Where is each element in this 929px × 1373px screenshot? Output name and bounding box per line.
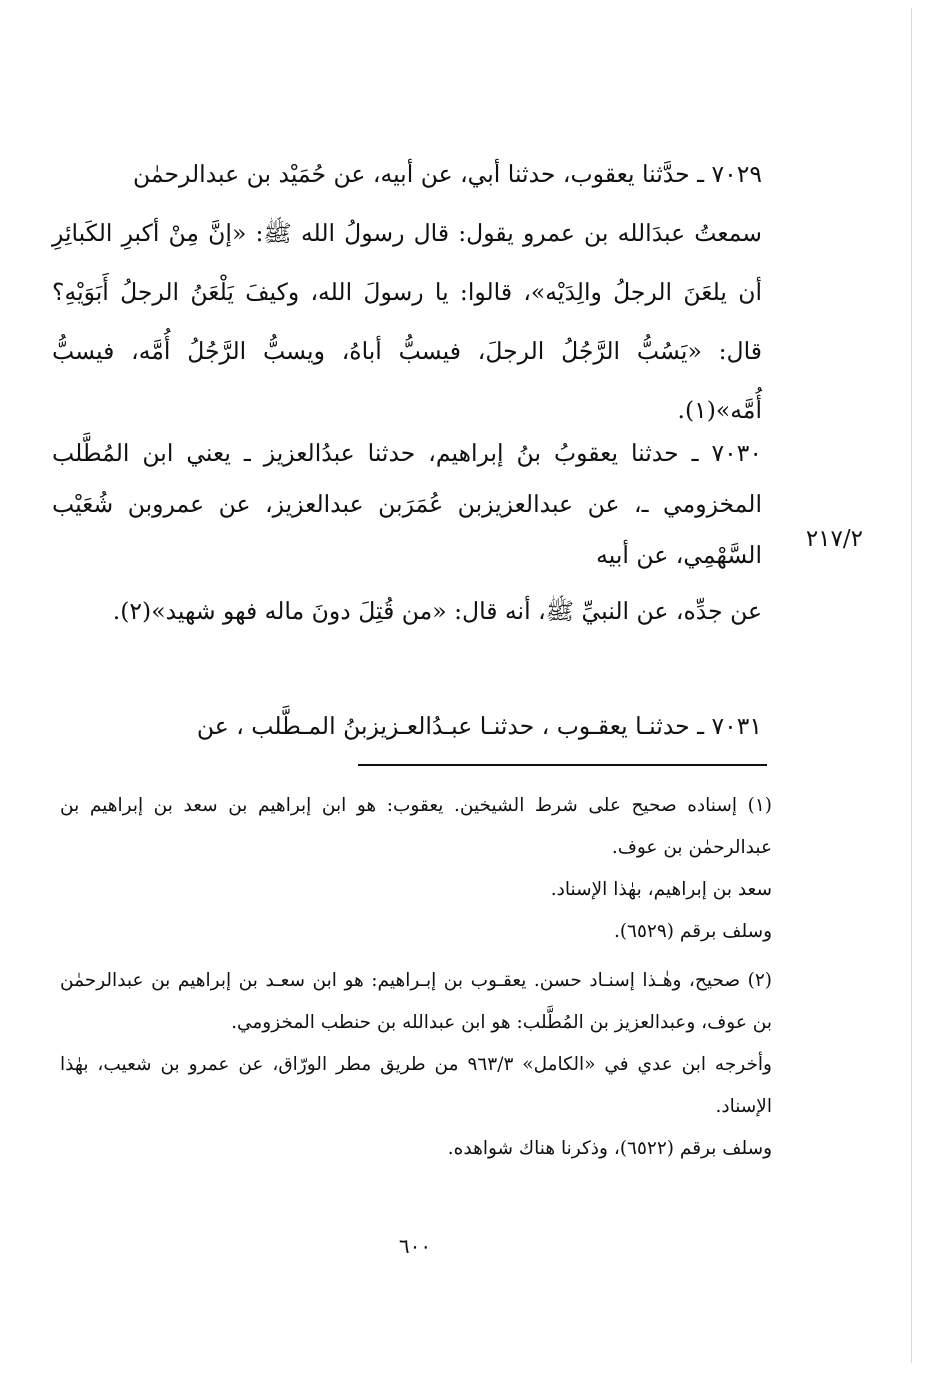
footnote-2 — [60, 960, 772, 1170]
hadith-7031-text: ٧٠٣١ ـ حدثنـا يعقـوب ، حدثنـا عبـدُالعـزيزبنُ المـطَّلب ، عن — [196, 712, 762, 740]
hadith-7029 — [44, 145, 762, 440]
hadith-7030 — [44, 428, 762, 581]
hadith-7031 — [52, 698, 762, 754]
margin-reference: ٢١٧/٢ — [805, 526, 863, 552]
footnote-2-line-3: وسلف برقم (٦٥٢٢)، وذكرنا هناك شواهده. — [447, 1138, 772, 1159]
footnote-separator — [358, 764, 767, 766]
footnote-1-line-1: (١) إسناده صحيح على شرط الشيخين. يعقوب: هو ابن إبراهيم بن سعد بن إبراهيم بن عبدالرحمٰن بن عوف. — [60, 795, 772, 858]
page-edge-line — [911, 8, 912, 1363]
footnote-2-line-1: (٢) صحيح، وهٰـذا إسنـاد حسن. يعقـوب بن إبـراهيم: هو ابن سعـد بن إبراهيم بن عبدالرحمٰن بن عوف، وعبدالعزيز بن المُطَّلب: هو ابن عبدالله بن حنطب المخزومي. — [60, 970, 772, 1033]
footnote-1-line-2: سعد بن إبراهيم، بهٰذا الإسناد. — [550, 879, 772, 900]
hadith-7030-text: عن جدِّه، عن النبيِّ ﷺ، أنه قال: «من قُتِلَ دونَ ماله فهو شهيد»(٢). — [112, 597, 762, 625]
hadith-7030-continued — [52, 585, 762, 637]
footnote-1-line-3: وسلف برقم (٦٥٢٩). — [613, 921, 772, 942]
hadith-7029-text: سمعتُ عبدَالله بن عمرو يقول: قال رسولُ الله ﷺ: «إنَّ مِنْ أكبرِ الكَبائِرِ أن يلعَنَ الرجلُ والِدَيْه»، قالوا: يا رسولَ الله، وكيفَ يَلْعَنُ الرجلُ أَبَوَيْهِ؟ قال: «يَسُبُّ الرَّجُلُ الرجلَ، فيسبُّ أباهُ، ويسبُّ الرَّجُلُ أُمَّه، فيسبُّ أُمَّه»(١). — [44, 219, 762, 424]
footnote-2-line-2: وأخرجه ابن عدي في «الكامل» ٩٦٣/٣ من طريق مطر الورّاق، عن عمرو بن شعيب، بهٰذا الإسناد. — [60, 1054, 772, 1117]
footnote-1 — [60, 785, 772, 953]
hadith-7029-isnad: ٧٠٢٩ ـ حدَّثنا يعقوب، حدثنا أبي، عن أبيه، عن حُمَيْد بن عبدالرحمٰن — [133, 160, 762, 188]
hadith-7030-isnad: ٧٠٣٠ ـ حدثنا يعقوبُ بنُ إبراهيم، حدثنا عبدُالعزيز ـ يعني ابن المُطَّلب المخزومي ـ، عن عبدالعزيزبن عُمَرَبن عبدالعزيز، عن عمروبن شُعَيْب السَّهْمِي، عن أبيه — [44, 439, 762, 569]
page-number: ٦٠٠ — [398, 1234, 432, 1258]
